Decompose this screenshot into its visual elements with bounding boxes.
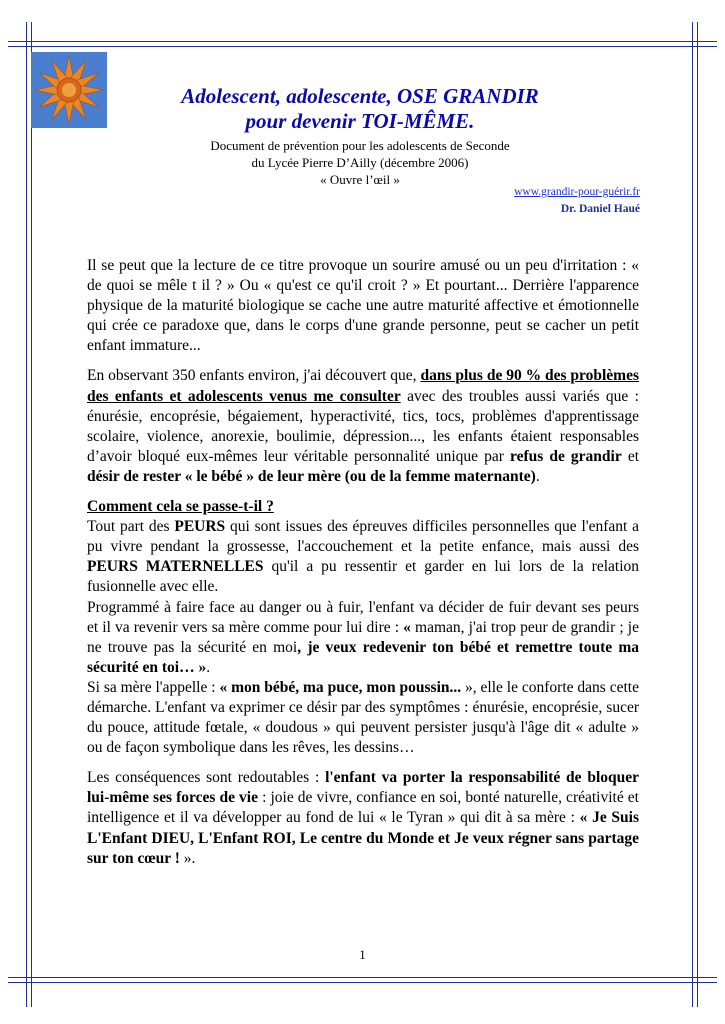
paragraph-consequences — [87, 768, 639, 868]
border-top-line-2 — [8, 46, 717, 47]
subtitle-line-1: Document de prévention pour les adolescents de Seconde — [210, 138, 510, 153]
emphasis-peurs: PEURS — [174, 518, 226, 536]
emphasis-tyran: « Je Suis L'Enfant DIEU, L'Enfant ROI, Le centre du Monde et Je veux régner sans partage sur ton cœur ! — [87, 809, 639, 867]
border-bottom-line — [8, 977, 717, 978]
text-span: ». — [183, 849, 196, 867]
text-span: qu'il a pu ressentir et garder en lui lors de la relation fusionnelle avec elle. — [87, 558, 639, 596]
border-right-line — [692, 22, 693, 1007]
text-span: qui sont issues des épreuves difficiles personnelles que l'enfant a pu vivre pendant la grossesse, l'accouchement et la petite enfance, mais aussi des — [87, 518, 639, 556]
emphasis-desir: désir de rester « le bébé » de leur mère (ou de la femme maternante) — [87, 467, 536, 485]
border-right-line-2 — [697, 22, 698, 1007]
text-span: Si sa mère l'appelle : — [87, 678, 220, 696]
text-span: . — [206, 658, 211, 676]
text-span: », elle le conforte dans cette démarche. L'enfant va exprimer ce désir par des symptômes : énurésie, encoprésie, sucer du pouce, attitude fœtale, « doudous » qui peuvent persister jusqu'à l'âge dit « adulte » ou de façon symbolique dans les rêves, les dessins… — [87, 678, 639, 757]
text-span: : joie de vivre, confiance en soi, bonté naturelle, créativité et intelligence et il va développer au fond de lui « le Tyran » qui dit à sa mère : — [87, 789, 639, 827]
title-line-1: Adolescent, adolescente, OSE GRANDIR — [181, 84, 539, 108]
emphasis-responsabilite: l'enfant va porter la responsabilité de bloquer lui-même ses forces de vie — [87, 769, 640, 807]
text-span: En observant 350 enfants environ, j'ai découvert que, — [87, 367, 421, 385]
author-name: Dr. Daniel Haué — [560, 203, 640, 215]
website-link[interactable]: www.grandir-pour-guérir.fr — [514, 186, 640, 198]
text-span: maman, j'ai trop peur de grandir ; je ne trouve pas la sécurité en moi — [87, 618, 639, 656]
document-title — [110, 84, 610, 134]
sun-icon — [31, 52, 107, 128]
quote-open: « — [403, 618, 411, 636]
title-line-2: pour devenir TOI-MÊME. — [245, 109, 475, 133]
subtitle-line-3: « Ouvre l’œil » — [320, 172, 400, 187]
section-heading — [87, 497, 639, 517]
border-left-line — [26, 22, 27, 1007]
document-body — [87, 256, 639, 869]
paragraph-intro: Il se peut que la lecture de ce titre provoque un sourire amusé ou un peu d'irritation : « de quoi se mêle t il ? » Ou « qu'est ce qu'il croit ? » Et pourtant... Derrière l'apparence physique de la maturité biologique se cache une autre maturité affective et émotionnelle qui crée ce paradoxe que, dans le corps d'une grande personne, peut se cacher un petit enfant immature... — [87, 257, 639, 355]
document-subtitle — [110, 137, 610, 188]
paragraph-mere — [87, 678, 639, 758]
border-left-line-2 — [31, 22, 32, 1007]
text-span: avec des troubles aussi variés que : énurésie, encoprésie, bégaiement, hyperactivité, tics, tocs, problèmes d'apprentissage scolaire, violence, anorexie, boulimie, dépression..., les enfants étaient responsables d’avoir bloqué eux-mêmes leur véritable personnalité unique par — [87, 387, 639, 465]
heading-text: Comment cela se passe-t-il ? — [87, 498, 274, 516]
sun-logo — [31, 52, 107, 128]
page-number: 1 — [359, 947, 366, 962]
emphasis-refus: refus de grandir — [510, 447, 622, 465]
emphasis-peurs-maternelles: PEURS MATERNELLES — [87, 558, 264, 576]
text-span: Programmé à faire face au danger ou à fuir, l'enfant va décider de fuir devant ses peurs et il va revenir vers sa mère comme pour lui dire : — [87, 598, 639, 636]
subtitle-line-2: du Lycée Pierre D’Ailly (décembre 2006) — [251, 155, 469, 170]
border-bottom-line-2 — [8, 982, 717, 983]
paragraph-observation — [87, 366, 639, 487]
text-span: . — [535, 467, 540, 485]
paragraph-programme — [87, 598, 639, 678]
border-top-line — [8, 41, 717, 42]
text-span: Les conséquences sont redoutables : — [87, 769, 326, 787]
emphasis-statistic: dans plus de 90 % des problèmes des enfants et adolescents venus me consulter — [87, 367, 640, 405]
text-span: et — [621, 447, 640, 465]
text-span: Tout part des — [87, 518, 175, 536]
emphasis-poussin: « mon bébé, ma puce, mon poussin... — [219, 678, 462, 696]
paragraph-peurs — [87, 517, 639, 597]
emphasis-bebe: , je veux redevenir ton bébé et remettre toute ma sécurité en toi… » — [87, 638, 639, 676]
